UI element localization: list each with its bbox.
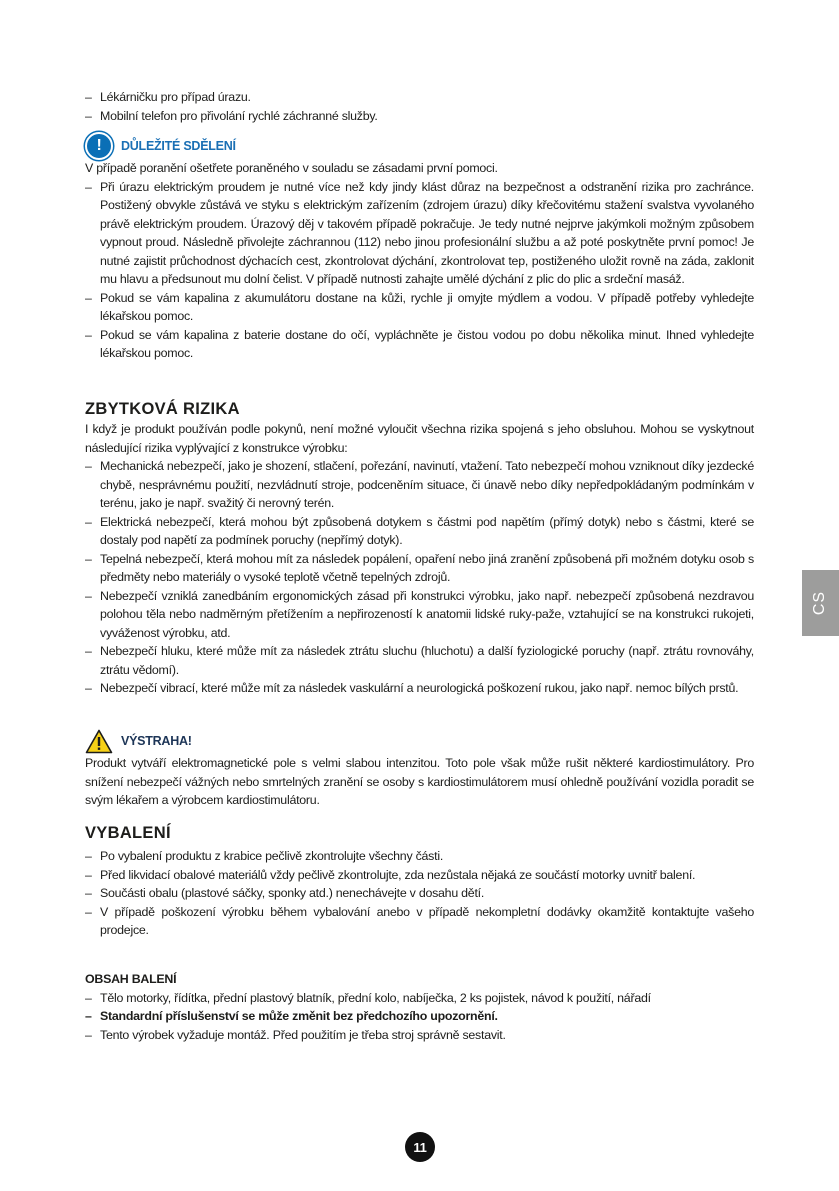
important-notice-title: DŮLEŽITÉ SDĚLENÍ	[121, 138, 236, 153]
top-list-section	[85, 88, 754, 125]
list-item	[85, 884, 754, 903]
list-item	[85, 88, 754, 107]
list-item-text: Před likvidací obalové materiálů vždy pečlivě zkontrolujte, zda nezůstala nějaká ze součástí motorky uvnitř balení.	[100, 867, 696, 882]
list-item-text: Elektrická nebezpečí, která mohou být způsobená dotykem s částmi pod napětím (přímý dotyk) nebo s částmi, které se dostaly pod napětí za podmínek poruchy (nepřímý dotyk).	[100, 514, 754, 547]
section-heading: ZBYTKOVÁ RIZIKA	[85, 400, 240, 418]
list-item-text: Tento výrobek vyžaduje montáž. Před použitím je třeba stroj správně sestavit.	[100, 1027, 506, 1042]
list-item-text: Při úrazu elektrickým proudem je nutné více než kdy jindy klást důraz na bezpečnost a odstranění rizika pro zachránce. Postižený obvykle zůstává ve styku s elektrickým zařízením (zdrojem úrazu) díky křečovitému stažení svalstva vyvolaného právě elektrickým proudem. Úrazový děj v takovém případě pokračuje. Je tedy nutné nejprve jakýmkoli možným způsobem vypnout proud. Následně přivolejte záchrannou (112) nebo jinou profesionální službu a až poté poskytněte první pomoc! Je nutné zajistit průchodnost dýchacích cest, zkontrolovat dýchání, zkontrolovat tep, postiženého uložit rovně na záda, zaklonit mu hlavu a předsunout mu dolní čelist. V případě nutnosti zahajte umělé dýchání z plic do plic a srdeční masáž.	[100, 179, 754, 286]
list-item	[85, 457, 754, 513]
important-notice-header	[85, 133, 754, 159]
list-item	[85, 1007, 754, 1026]
dash: –	[85, 90, 92, 104]
list-item-text: Nebezpečí vibrací, které může mít za následek vaskulární a neurologická poškození rukou, jako např. nemoc bílých prstů.	[100, 681, 739, 695]
list-item	[85, 289, 754, 326]
list-item-text: Standardní příslušenství se může změnit bez předchozího upozornění.	[100, 1009, 498, 1023]
list-item-text: Pokud se vám kapalina z baterie dostane do očí, vypláchněte je čistou vodou po dobu několika minut. Ihned vyhledejte lékařskou pomoc.	[100, 327, 754, 360]
dash: –	[85, 179, 92, 194]
dash: –	[85, 514, 92, 529]
dash: –	[85, 459, 92, 473]
list-item	[85, 989, 754, 1008]
list-item	[85, 107, 754, 126]
list-item-text: V případě poškození výrobku během vybalování anebo v případě nekompletní dodávky okamžitě kontaktujte vašeho prodejce.	[100, 904, 754, 937]
section-heading: VYBALENÍ	[85, 824, 171, 842]
list-item	[85, 847, 754, 866]
list-item	[85, 642, 754, 679]
list-item-text: Pokud se vám kapalina z akumulátoru dostane na kůži, rychle ji omyjte mýdlem a vodou. V případě potřeby vyhledejte lékařskou pomoc.	[100, 290, 754, 323]
residual-risks-section	[85, 398, 754, 698]
dash: –	[85, 990, 92, 1005]
list-item-text: Mobilní telefon pro přivolání rychlé záchranné služby.	[100, 108, 378, 123]
dash: –	[85, 867, 92, 882]
list-item-text: Po vybalení produktu z krabice pečlivě zkontrolujte všechny části.	[100, 849, 444, 863]
dash: –	[85, 886, 92, 900]
list-item-text: Tělo motorky, řídítka, přední plastový blatník, přední kolo, nabíječka, 2 ks pojistek, návod k použití, nářadí	[100, 990, 651, 1005]
list-item	[85, 587, 754, 643]
dash: –	[85, 644, 92, 658]
list-item-text: Tepelná nebezpečí, která mohou mít za následek popálení, opaření nebo jiná zranění způsobená při možném dotyku osob s předměty nebo materiály o vysoké teplotě včetně tepelných zdrojů.	[100, 551, 754, 584]
list-item	[85, 326, 754, 363]
exclamation-info-icon: !	[85, 132, 113, 160]
language-tab	[802, 570, 839, 636]
dash: –	[85, 849, 92, 863]
list-item	[85, 513, 754, 550]
list-item	[85, 903, 754, 940]
list-item	[85, 178, 754, 289]
list-item	[85, 1026, 754, 1045]
warning-section	[85, 728, 754, 810]
warning-header	[85, 728, 754, 754]
list-item-text: Lékárničku pro případ úrazu.	[100, 90, 251, 104]
package-contents-section	[85, 970, 754, 1044]
dash: –	[85, 551, 92, 566]
list-item-text: Mechanická nebezpečí, jako je shození, stlačení, pořezání, navinutí, vtažení. Tato nebezpečí mohou vzniknout díky jezdecké chybě, nesprávnému použití, nezvládnutí stroje, podceněním situace, či únavě nebo díky nepředpokládaným podmínkám v terénu, jako je např. svažitý či nerovný terén.	[100, 459, 754, 510]
important-notice-section	[85, 133, 754, 363]
list-item-text: Nebezpečí vzniklá zanedbáním ergonomických zásad při konstrukci výrobku, jako např. nebezpečí způsobená nezdravou polohou těla nebo nadměrným přetížením a nepřirozeností k anatomii lidské ruky-paže, vztahující se na konstrukci rukojeti, vyváženost výrobku, atd.	[100, 588, 754, 640]
list-item	[85, 679, 754, 698]
warning-title: VÝSTRAHA!	[121, 733, 192, 748]
warning-triangle-icon	[85, 729, 113, 754]
dash: –	[85, 1027, 92, 1042]
list-item	[85, 550, 754, 587]
dash: –	[85, 108, 92, 123]
important-notice-intro: V případě poranění ošetřete poraněného v souladu se zásadami první pomoci.	[85, 161, 498, 175]
dash: –	[85, 681, 92, 695]
unpacking-section	[85, 822, 754, 940]
list-item-text: Nebezpečí hluku, které může mít za následek ztrátu sluchu (hluchotu) a další fyziologické poruchy (např. ztrátu rovnováhy, ztrátu vědomí).	[100, 644, 754, 677]
dash: –	[85, 290, 92, 305]
list-item	[85, 866, 754, 885]
residual-risks-intro: I když je produkt používán podle pokynů, není možné vyloučit všechna rizika spojená s jeho obsluhou. Mohou se vyskytnout následující rizika vyplývající z konstrukce výrobku:	[85, 422, 754, 455]
dash: –	[85, 1009, 92, 1023]
dash: –	[85, 588, 92, 603]
list-item-text: Součásti obalu (plastové sáčky, sponky atd.) nenechávejte v dosahu dětí.	[100, 886, 485, 900]
subsection-heading: OBSAH BALENÍ	[85, 972, 177, 986]
dash: –	[85, 327, 92, 342]
language-code: CS	[811, 590, 829, 616]
warning-text: Produkt vytváří elektromagnetické pole s velmi slabou intenzitou. Toto pole však může rušit některé kardiostimulátory. Pro snížení nebezpečí vážných nebo smrtelných zranění se osoby s kardiostimulátorem musí ohledně používání vozidla poradit se svým lékařem a výrobcem kardiostimulátoru.	[85, 756, 754, 807]
dash: –	[85, 904, 92, 919]
page-number: 11	[405, 1132, 435, 1162]
